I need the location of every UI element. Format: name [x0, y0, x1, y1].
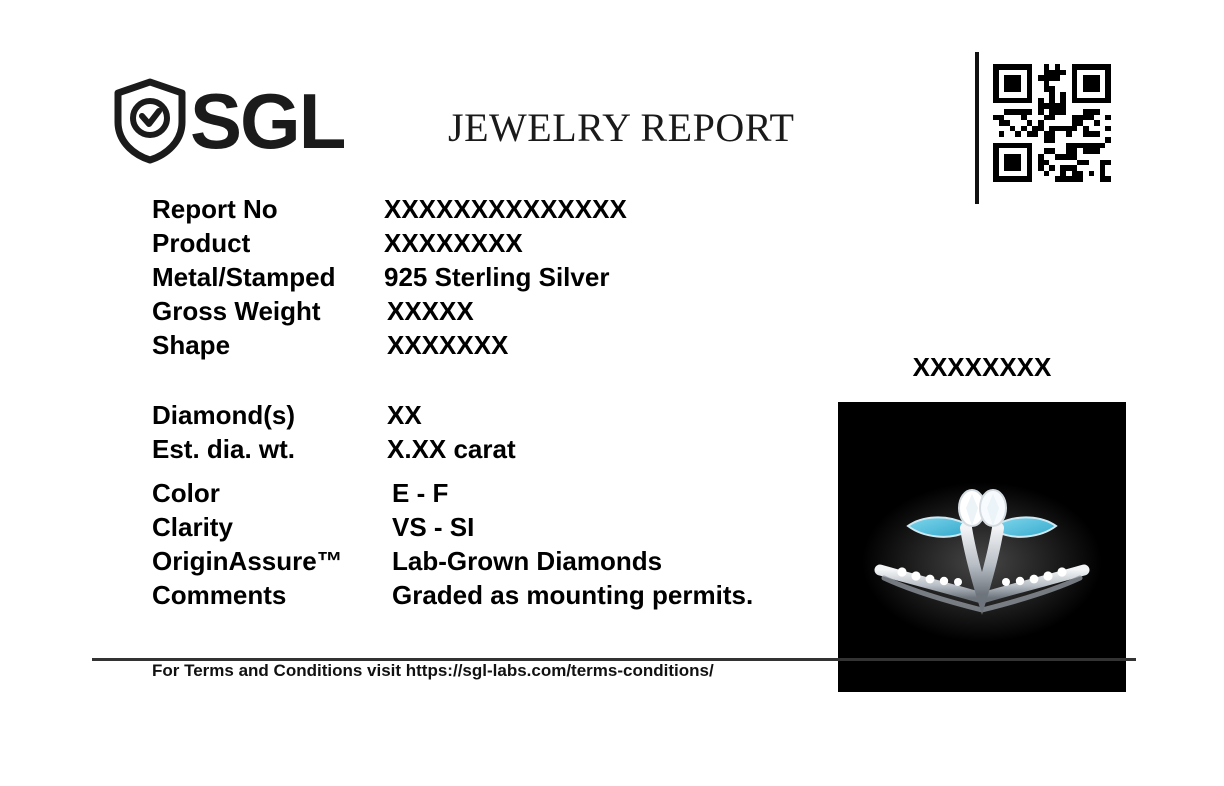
table-row	[152, 328, 872, 362]
table-row	[152, 294, 872, 328]
table-row	[152, 260, 872, 294]
qr-block	[975, 52, 1111, 204]
table-row	[152, 226, 872, 260]
field-value: 925 Sterling Silver	[384, 262, 610, 292]
field-label: OriginAssure™	[152, 546, 343, 576]
field-label: Color	[152, 478, 220, 508]
photo-caption: XXXXXXXX	[912, 352, 1052, 382]
field-value: VS - SI	[392, 512, 475, 542]
field-value: XXXXX	[387, 296, 474, 326]
field-label: Report No	[152, 194, 278, 224]
ring-photograph	[838, 402, 1126, 692]
shield-check-icon	[112, 78, 188, 164]
footer-terms-text: For Terms and Conditions visit https://sgl-labs.com/terms-conditions/	[152, 661, 714, 680]
logo-wordmark: SGL	[190, 77, 345, 165]
table-row	[152, 510, 872, 544]
field-value: X.XX carat	[387, 434, 516, 464]
table-row	[152, 578, 872, 612]
spacer	[152, 466, 872, 476]
table-row	[152, 398, 872, 432]
field-value: Graded as mounting permits.	[392, 580, 754, 610]
field-value: XXXXXXXXXXXXXX	[384, 194, 627, 224]
field-label: Comments	[152, 580, 287, 610]
field-label: Shape	[152, 330, 231, 360]
field-label: Metal/Stamped	[152, 262, 336, 292]
table-row	[152, 192, 872, 226]
field-label: Est. dia. wt.	[152, 434, 296, 464]
field-label: Product	[152, 228, 251, 258]
qr-code-icon[interactable]	[993, 64, 1111, 182]
field-label: Clarity	[152, 512, 233, 542]
field-value: XX	[387, 400, 422, 430]
field-label: Diamond(s)	[152, 400, 295, 430]
field-value: XXXXXXXX	[384, 228, 523, 258]
page-title: JEWELRY REPORT	[448, 105, 795, 150]
table-row	[152, 544, 872, 578]
field-value: Lab-Grown Diamonds	[392, 546, 663, 576]
field-value: XXXXXXX	[387, 330, 509, 360]
sgl-logo	[112, 78, 344, 164]
table-row	[152, 432, 872, 466]
field-label: Gross Weight	[152, 296, 321, 326]
spacer	[152, 362, 872, 398]
divider	[975, 52, 979, 204]
report-fields	[152, 192, 872, 612]
field-value: E - F	[392, 478, 449, 508]
table-row	[152, 476, 872, 510]
